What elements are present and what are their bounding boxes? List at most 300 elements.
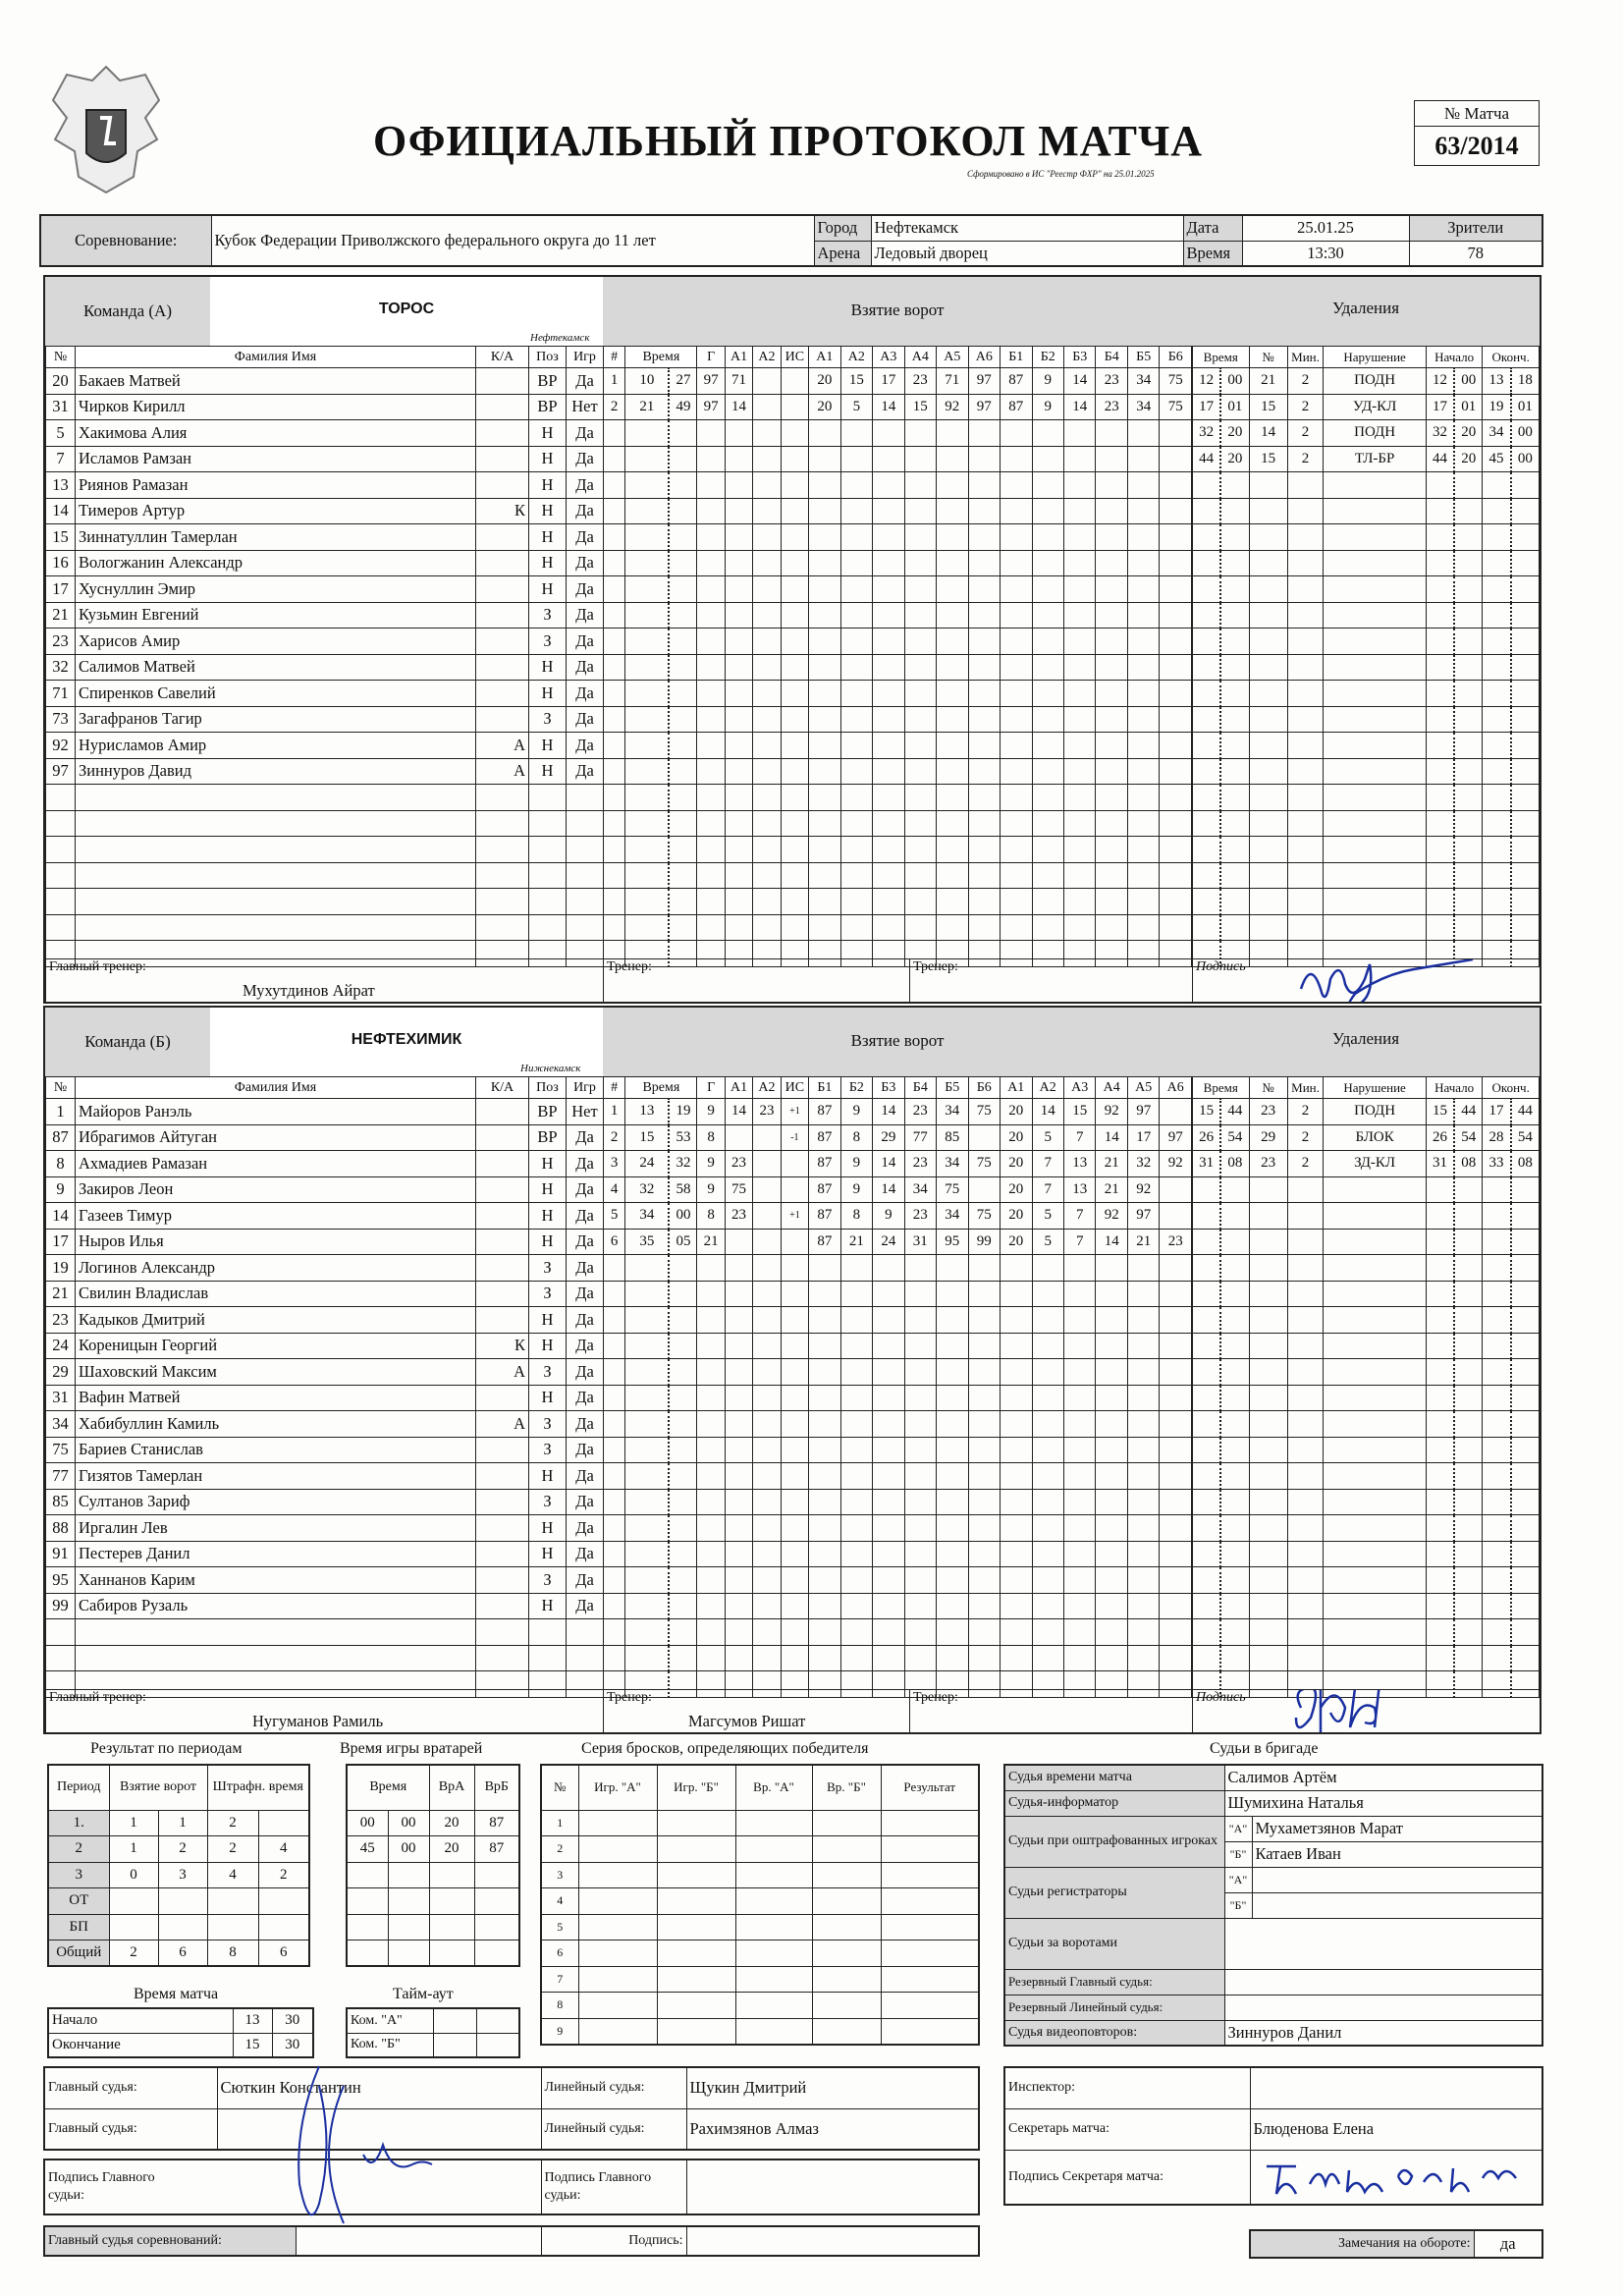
team-a-player-position: Н	[529, 733, 567, 759]
period-cell	[207, 1888, 258, 1915]
team-b-player-role: К	[476, 1333, 529, 1359]
team-a-goal-row	[604, 785, 1192, 811]
team-b-player-number: 29	[46, 1359, 76, 1386]
team-b-pen-row	[1193, 1281, 1540, 1307]
team-b-player-row	[46, 1593, 604, 1619]
team-a-player-role	[476, 654, 529, 681]
team-b-player-name: Ханнанов Карим	[76, 1567, 476, 1594]
team-b-goal-cell	[968, 1176, 1000, 1203]
team-b-onice-col: А6	[1160, 1077, 1192, 1099]
team-b-player-name: Кореницын Георгий	[76, 1333, 476, 1359]
team-a-player-position: Н	[529, 498, 567, 524]
team-a-player-number: 16	[46, 550, 76, 576]
team-a-col-pos: Поз	[529, 347, 567, 368]
team-b-player-number: 34	[46, 1411, 76, 1438]
team-a-player-role	[476, 629, 529, 655]
penbox-b: Катаев Иван	[1252, 1841, 1542, 1867]
match-number-label: № Матча	[1415, 101, 1540, 127]
team-a-player-row	[46, 498, 604, 524]
remarks-label: Замечания на обороте:	[1250, 2230, 1474, 2258]
team-a-player-role	[476, 420, 529, 447]
team-b-pen-row	[1193, 1307, 1540, 1334]
team-b-player-row	[46, 1489, 604, 1515]
match-info	[39, 214, 1543, 267]
secretary: Блюденова Елена	[1250, 2108, 1542, 2150]
shootout-row	[541, 1914, 979, 1941]
shootout-num: 2	[541, 1836, 578, 1863]
team-b-pen-row	[1193, 1645, 1540, 1671]
team-b-goal-cell: 05	[669, 1229, 696, 1255]
team-b-col-ka: К/А	[476, 1077, 529, 1099]
shootout-h: Игр. "Б"	[657, 1765, 735, 1810]
team-a-player-name: Хакимова Алия	[76, 420, 476, 447]
gk-h-a: ВрА	[429, 1765, 474, 1810]
team-a-pen-cell: 2	[1287, 446, 1324, 472]
team-a-player-position: ВР	[529, 368, 567, 395]
team-b-goal-row	[604, 1463, 1192, 1490]
team-b-player-plays: Да	[567, 1255, 604, 1282]
sign-secretary-label: Подпись Секретаря матча:	[1008, 2168, 1163, 2184]
periods-table	[47, 1764, 310, 1967]
team-b-player-number: 95	[46, 1567, 76, 1594]
team-b-pen-cell: 54	[1220, 1124, 1249, 1151]
team-b-goal-cell: 5	[604, 1203, 625, 1230]
team-b-goal-cell: 31	[904, 1229, 936, 1255]
gk-row	[347, 1862, 519, 1888]
team-a-player-number: 97	[46, 758, 76, 785]
team-a-player-number: 17	[46, 576, 76, 603]
team-a-player-row	[46, 681, 604, 707]
team-a-pen-row	[1193, 889, 1540, 915]
team-a-goal-cell	[753, 368, 781, 395]
team-b-player-number: 19	[46, 1255, 76, 1282]
team-a-goal-cell: 75	[1160, 368, 1192, 395]
team-b-coaches	[45, 1689, 1541, 1733]
gk-row	[347, 1941, 519, 1967]
team-b-goal-cell: 9	[840, 1151, 872, 1177]
team-a-goal-col-is: ИС	[781, 347, 808, 368]
team-a-player-row	[46, 629, 604, 655]
page-title: ОФИЦИАЛЬНЫЙ ПРОТОКОЛ МАТЧА	[373, 117, 1204, 165]
team-a-pen-cell: 18	[1511, 368, 1540, 395]
referees-table	[43, 2066, 980, 2151]
team-b-goal-cell: 87	[809, 1151, 840, 1177]
team-b-player-position: З	[529, 1359, 567, 1386]
team-b-player-number: 14	[46, 1203, 76, 1230]
team-b-player-role	[476, 1489, 529, 1515]
team-b-pen-cell: 15	[1193, 1099, 1221, 1125]
team-a-player-plays: Да	[567, 446, 604, 472]
team-a-goal-cell: 20	[809, 394, 840, 420]
team-a-pen-cell: ТЛ-БР	[1324, 446, 1427, 472]
team-b-goal-cell: 58	[669, 1176, 696, 1203]
team-a-goal-cell: 5	[840, 394, 872, 420]
gk-cell: 00	[388, 1810, 429, 1836]
team-b-goal-cell: 7	[1032, 1176, 1063, 1203]
team-b-goal-cell: 5	[1032, 1229, 1063, 1255]
team-b-player-plays: Да	[567, 1151, 604, 1177]
period-cell: 2	[48, 1836, 109, 1863]
shootout-h: Игр. "А"	[578, 1765, 657, 1810]
period-cell: 2	[258, 1862, 309, 1888]
team-b-pen-row	[1193, 1203, 1540, 1230]
ref-signatures	[43, 2159, 980, 2215]
team-a-goal-cell: 9	[1032, 394, 1063, 420]
team-a-goal-row	[604, 394, 1192, 420]
team-a-goal-col-g: Г	[697, 347, 725, 368]
team-b-player-row	[46, 1463, 604, 1490]
period-cell: 1	[109, 1810, 158, 1836]
team-b-city: Нижнекамск	[520, 1063, 581, 1074]
shootout-num: 9	[541, 2018, 578, 2045]
team-b-player-row	[46, 1255, 604, 1282]
team-a-pen-col-no: №	[1249, 347, 1287, 368]
timeout-title: Тайм-аут	[393, 1986, 454, 2002]
team-b-player-name: Гизятов Тамерлан	[76, 1463, 476, 1490]
team-b-col-n: №	[46, 1077, 76, 1099]
comp-ref-label: Главный судья соревнований:	[44, 2226, 296, 2256]
team-a-player-row	[46, 394, 604, 420]
periods-h-goals: Взятие ворот	[109, 1765, 207, 1810]
team-b-goal-row	[604, 1229, 1192, 1255]
team-a-onice-col: Б1	[1001, 347, 1032, 368]
team-a-player-plays: Да	[567, 420, 604, 447]
team-b-player-row	[46, 1645, 604, 1671]
team-a-pen-row	[1193, 498, 1540, 524]
team-a-goal-cell: 97	[697, 394, 725, 420]
team-b-goal-cell: 20	[1001, 1124, 1032, 1151]
informer-label: Судья-информатор	[1004, 1790, 1224, 1816]
team-b-player-name: Бариев Станислав	[76, 1437, 476, 1463]
team-b-player-plays: Да	[567, 1307, 604, 1334]
team-a-goal-row	[604, 629, 1192, 655]
team-a-player-name: Зиннуров Давид	[76, 758, 476, 785]
team-b-goal-cell: 5	[1032, 1203, 1063, 1230]
team-b-pen-row	[1193, 1151, 1540, 1177]
team-a-goal-cell: 97	[968, 368, 1000, 395]
team-b-pen-cell: 23	[1249, 1151, 1287, 1177]
team-b-pen-cell: 31	[1426, 1151, 1454, 1177]
team-b-goal-cell: 5	[1032, 1124, 1063, 1151]
team-a-goal-cell: 87	[1001, 368, 1032, 395]
match-start-m: 30	[272, 2008, 313, 2033]
team-b-player-position: З	[529, 1567, 567, 1594]
team-a-pen-cell: 01	[1220, 394, 1249, 420]
period-cell: БП	[48, 1914, 109, 1941]
team-b-pen-col-end: Оконч.	[1483, 1077, 1540, 1099]
team-b-player-role: А	[476, 1359, 529, 1386]
team-b-player-plays: Нет	[567, 1099, 604, 1125]
shootout-title: Серия бросков, определяющих победителя	[581, 1740, 869, 1757]
gk-h-b: ВрБ	[474, 1765, 519, 1810]
team-b-player-name: Иргалин Лев	[76, 1515, 476, 1542]
team-a-player-plays: Да	[567, 576, 604, 603]
team-a-roster	[45, 346, 604, 967]
period-cell: 1	[109, 1836, 158, 1863]
team-a-player-number: 21	[46, 602, 76, 629]
team-b-goal-row	[604, 1515, 1192, 1542]
team-b-goal-cell: 32	[625, 1176, 670, 1203]
team-b-player-number: 17	[46, 1229, 76, 1255]
team-b-pen-cell: 44	[1511, 1099, 1540, 1125]
team-a-col-n: №	[46, 347, 76, 368]
team-b-onice-col: Б4	[904, 1077, 936, 1099]
team-b-goal-row	[604, 1176, 1192, 1203]
team-b-player-row	[46, 1124, 604, 1151]
team-a-goal-row	[604, 733, 1192, 759]
team-a-player-row	[46, 862, 604, 889]
team-b-player-name: Свилин Владислав	[76, 1281, 476, 1307]
reserve-line-label: Резервный Линейный судья:	[1004, 1995, 1224, 2020]
sign-main-label: Подпись Главного судьи:	[48, 2170, 155, 2203]
goaljudges-label: Судьи за воротами	[1004, 1918, 1224, 1969]
shootout-num: 3	[541, 1862, 578, 1888]
team-b-goal-cell: 14	[1096, 1229, 1127, 1255]
team-a-goal-row	[604, 368, 1192, 395]
team-b-player-position: З	[529, 1411, 567, 1438]
team-a-pen-cell: 01	[1454, 394, 1483, 420]
team-a-goal-cell: 14	[725, 394, 752, 420]
team-a-onice-col: Б4	[1096, 347, 1127, 368]
team-a-player-row	[46, 889, 604, 915]
team-b-player-row	[46, 1151, 604, 1177]
team-a-player-number: 23	[46, 629, 76, 655]
team-a-player-position: З	[529, 706, 567, 733]
team-a-pen-row	[1193, 862, 1540, 889]
team-b-pen-row	[1193, 1593, 1540, 1619]
video-label: Судья видеоповторов:	[1004, 2020, 1224, 2046]
team-a-pen-cell: 13	[1483, 368, 1511, 395]
team-b-player-number: 23	[46, 1307, 76, 1334]
team-b-pen-row	[1193, 1541, 1540, 1567]
team-b-goal-cell: 23	[904, 1151, 936, 1177]
team-a-player-number: 71	[46, 681, 76, 707]
team-b-player-position: Н	[529, 1385, 567, 1411]
team-b-goal-cell: 87	[809, 1203, 840, 1230]
team-a-pen-row	[1193, 837, 1540, 863]
team-b-goal-cell: 21	[1096, 1176, 1127, 1203]
team-a-player-name: Хуснуллин Эмир	[76, 576, 476, 603]
team-b-player-row	[46, 1567, 604, 1594]
team-a-player-row	[46, 837, 604, 863]
competition-label: Соревнование:	[40, 215, 211, 266]
period-cell	[207, 1914, 258, 1941]
team-b-pen-col-viol: Нарушение	[1324, 1077, 1427, 1099]
team-a-coach-signature	[1291, 959, 1488, 1003]
team-a-goal-row	[604, 446, 1192, 472]
team-a-player-row	[46, 524, 604, 551]
team-b-goal-cell: 9	[840, 1176, 872, 1203]
team-b-goal-row	[604, 1124, 1192, 1151]
team-b-player-plays: Да	[567, 1463, 604, 1490]
team-a-pen-cell: 15	[1249, 446, 1287, 472]
period-row	[48, 1941, 309, 1967]
team-b-goal-row	[604, 1385, 1192, 1411]
team-a-onice-col: Б6	[1160, 347, 1192, 368]
team-a-player-position: З	[529, 629, 567, 655]
team-b-pen-cell: 2	[1287, 1151, 1324, 1177]
team-b-goal-row	[604, 1411, 1192, 1438]
team-b-player-role	[476, 1307, 529, 1334]
team-b-goal-cell: 32	[669, 1151, 696, 1177]
team-b-sign-label: Подпись	[1196, 1690, 1246, 1705]
team-b-goal-cell: 87	[809, 1176, 840, 1203]
team-a-player-position: ВР	[529, 394, 567, 420]
team-a-player-position: Н	[529, 576, 567, 603]
team-b-player-name: Кадыков Дмитрий	[76, 1307, 476, 1334]
team-b-player-position: Н	[529, 1307, 567, 1334]
team-b-goal-cell: 8	[840, 1203, 872, 1230]
match-time-title: Время матча	[134, 1986, 219, 2002]
team-b-onice-col: Б3	[873, 1077, 904, 1099]
team-a-goal-cell: 34	[1127, 368, 1159, 395]
team-a-goal-col-a1: А1	[725, 347, 752, 368]
team-b-goal-cell	[725, 1124, 752, 1151]
team-a-goal-row	[604, 681, 1192, 707]
team-b-player-number: 85	[46, 1489, 76, 1515]
main-ref-label: Главный судья:	[44, 2067, 217, 2108]
team-b-player-name: Пестерев Данил	[76, 1541, 476, 1567]
team-b-goal-cell: 87	[809, 1124, 840, 1151]
period-cell	[109, 1914, 158, 1941]
team-a-player-role	[476, 472, 529, 499]
team-b-player-role	[476, 1385, 529, 1411]
team-b-goal-col-a2: А2	[753, 1077, 781, 1099]
team-b-pen-cell: 33	[1483, 1151, 1511, 1177]
period-cell: ОТ	[48, 1888, 109, 1915]
team-a-goal-cell: 2	[604, 394, 625, 420]
penbox-b-tag: "Б"	[1224, 1841, 1252, 1867]
team-a-goal-cell: 87	[1001, 394, 1032, 420]
gk-row	[347, 1836, 519, 1863]
shootout-row	[541, 1888, 979, 1915]
team-b-goal-cell: 53	[669, 1124, 696, 1151]
team-a-pen-col-viol: Нарушение	[1324, 347, 1427, 368]
team-b-player-position: З	[529, 1437, 567, 1463]
team-a-player-role	[476, 706, 529, 733]
team-a-player-position: Н	[529, 472, 567, 499]
period-cell: 1.	[48, 1810, 109, 1836]
team-b-goal-cell: 9	[697, 1176, 725, 1203]
gk-table	[346, 1764, 520, 1967]
registrars-label: Судьи регистраторы	[1004, 1867, 1224, 1918]
team-b-player-name: Вафин Матвей	[76, 1385, 476, 1411]
team-a-player-name: Загафранов Тагир	[76, 706, 476, 733]
team-a-player-role	[476, 394, 529, 420]
team-a-player-plays: Да	[567, 629, 604, 655]
team-b-player-role	[476, 1124, 529, 1151]
team-b-player-plays: Да	[567, 1515, 604, 1542]
periods-title: Результат по периодам	[90, 1740, 243, 1757]
sign-line-label: Подпись Главного судьи:	[544, 2170, 652, 2203]
shootout-num: 4	[541, 1888, 578, 1915]
period-cell: 0	[109, 1862, 158, 1888]
team-b-player-plays: Да	[567, 1385, 604, 1411]
team-b-goal-cell	[753, 1124, 781, 1151]
match-start-h: 13	[233, 2008, 272, 2033]
team-b-goal-cell: 85	[937, 1124, 968, 1151]
team-b-player-position: З	[529, 1255, 567, 1282]
team-a-goal-row	[604, 758, 1192, 785]
team-b-player-row	[46, 1411, 604, 1438]
team-b-goal-cell: 15	[625, 1124, 670, 1151]
team-a-goal-cell: 15	[904, 394, 936, 420]
team-a-goal-cell: 14	[873, 394, 904, 420]
shootout-row	[541, 2018, 979, 2045]
team-b-goal-row	[604, 1203, 1192, 1230]
team-a-pen-row	[1193, 394, 1540, 420]
shootout-num: 1	[541, 1810, 578, 1836]
secretary-signature	[1261, 2155, 1526, 2200]
arena-value: Ледовый дворец	[871, 241, 1183, 266]
team-a-pen-cell: 2	[1287, 420, 1324, 447]
team-b-goal-cell: 23	[753, 1099, 781, 1125]
team-b-goal-cell	[725, 1229, 752, 1255]
date-label: Дата	[1183, 215, 1242, 241]
time-value: 13:30	[1242, 241, 1409, 266]
team-b-player-row	[46, 1333, 604, 1359]
team-b-goal-cell: 20	[1001, 1151, 1032, 1177]
team-a-onice-col: А2	[840, 347, 872, 368]
team-a-pen-row	[1193, 654, 1540, 681]
team-a-pen-cell: 21	[1249, 368, 1287, 395]
team-b-goal-cell: 32	[1127, 1151, 1159, 1177]
team-b-onice-col: Б2	[840, 1077, 872, 1099]
shootout-row	[541, 1966, 979, 1993]
team-b-pen-cell: 26	[1426, 1124, 1454, 1151]
team-b-player-role	[476, 1541, 529, 1567]
team-a-pen-row	[1193, 446, 1540, 472]
team-b-pen-cell: 23	[1249, 1099, 1287, 1125]
team-b-goal-cell: 92	[1096, 1203, 1127, 1230]
team-b-pen-row	[1193, 1463, 1540, 1490]
team-b-goal-cell	[1160, 1176, 1192, 1203]
team-b-pen-cell: 29	[1249, 1124, 1287, 1151]
team-b-goal-cell: 14	[873, 1099, 904, 1125]
team-b-goal-cell: 14	[1096, 1124, 1127, 1151]
team-b-player-name: Хабибуллин Камиль	[76, 1411, 476, 1438]
team-a-pen-cell: 32	[1426, 420, 1454, 447]
team-a-pen-row	[1193, 758, 1540, 785]
timekeeper-label: Судья времени матча	[1004, 1765, 1224, 1790]
team-a-pen-cell: 00	[1220, 368, 1249, 395]
period-cell: 4	[207, 1862, 258, 1888]
team-b-pen-row	[1193, 1385, 1540, 1411]
team-a-pen-row	[1193, 420, 1540, 447]
team-a-onice-col: Б5	[1127, 347, 1159, 368]
team-a-name: ТОРОС	[378, 301, 435, 317]
team-b-player-position: ВР	[529, 1124, 567, 1151]
team-a-player-number: 20	[46, 368, 76, 395]
team-b-goal-cell: 29	[873, 1124, 904, 1151]
team-b-player-row	[46, 1541, 604, 1567]
team-b-goal-cell: 23	[725, 1151, 752, 1177]
team-b-player-row	[46, 1359, 604, 1386]
team-b-player-name: Сабиров Рузаль	[76, 1593, 476, 1619]
team-a-player-plays: Да	[567, 654, 604, 681]
team-b-goal-cell: 75	[968, 1151, 1000, 1177]
team-a-player-plays: Нет	[567, 394, 604, 420]
team-a-player-number: 5	[46, 420, 76, 447]
match-number: 63/2014	[1415, 127, 1540, 166]
team-b-player-number: 77	[46, 1463, 76, 1490]
team-b-goal-cell: 20	[1001, 1176, 1032, 1203]
brigade-title: Судьи в бригаде	[1210, 1740, 1319, 1757]
gk-cell: 45	[347, 1836, 388, 1863]
team-b-goal-cell: +1	[781, 1203, 808, 1230]
team-a-label: Команда (А)	[83, 301, 172, 320]
team-b-goal-cell	[781, 1151, 808, 1177]
